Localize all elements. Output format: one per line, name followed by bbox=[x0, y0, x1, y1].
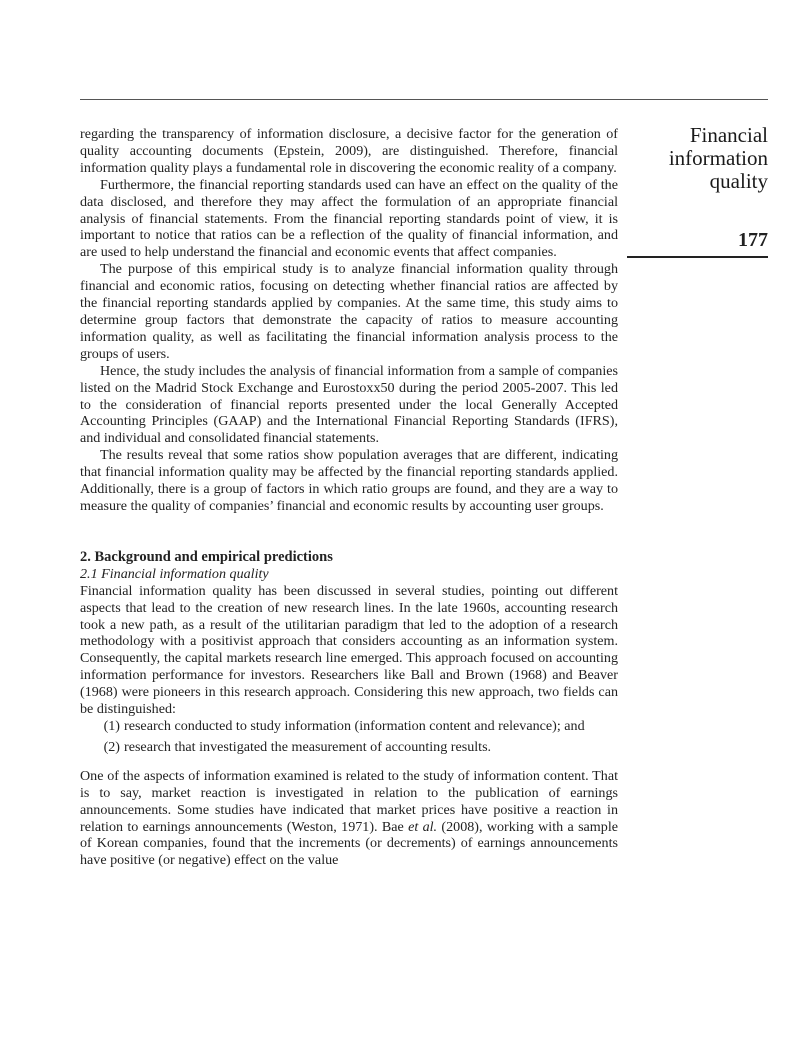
paragraph-text: (2008), working with a sample of Korean companies, found that the increments (or decrements) of earnings announcements have positive (or negative) effect on the value bbox=[80, 818, 618, 869]
page-number-rule bbox=[627, 256, 768, 258]
running-title-line: Financial bbox=[689, 123, 768, 147]
numbered-list bbox=[80, 718, 618, 756]
page-number: 177 bbox=[738, 229, 768, 251]
list-item bbox=[103, 718, 618, 735]
running-title-line: information bbox=[668, 146, 768, 170]
paragraph: regarding the transparency of information disclosure, a decisive factor for the generation of quality accounting documents (Epstein, 2009), are distinguished. Therefore, financial information quality plays a fundamental role in discovering the economic reality of a company. bbox=[80, 126, 618, 176]
paragraph: The purpose of this empirical study is to analyze financial information quality through financial and economic ratios, focusing on detecting whether financial ratios are affected by the financial reporting standards applied by companies. At the same time, this study aims to determine group factors that demonstrate the capacity of ratios to measure accounting information quality, as well as facilitating the financial information analysis process to the groups of users. bbox=[80, 261, 618, 362]
running-title-line: quality bbox=[709, 169, 768, 193]
paragraph: Financial information quality has been discussed in several studies, pointing out different aspects that lead to the creation of new research lines. In the late 1960s, accounting research took a new path, as a result of the utilitarian paradigm that led to the adoption of a research methodology with a positivist approach that considers accounting as an information system. Consequently, the capital markets research line emerged. This approach focused on accounting information performance for investors. Researchers like Ball and Brown (1968) and Beaver (1968) were pioneers in this research approach. Considering this new approach, two fields can be distinguished: bbox=[80, 582, 618, 718]
subsection-heading: 2.1 Financial information quality bbox=[80, 565, 269, 582]
paragraph: Hence, the study includes the analysis of financial information from a sample of companies listed on the Madrid Stock Exchange and Eurostoxx50 during the period 2005-2007. This led to the consideration of financial reports presented under the local Generally Accepted Accounting Principles (GAAP) and the International Financial Reporting Standards (IFRS), and individual and consolidated financial statements. bbox=[80, 362, 618, 447]
list-item-text: research that investigated the measurement of accounting results. bbox=[124, 738, 492, 755]
list-item bbox=[103, 738, 618, 756]
list-item-number: (2) bbox=[103, 738, 120, 755]
running-title bbox=[628, 124, 768, 193]
header-rule bbox=[80, 99, 768, 100]
section-gap bbox=[80, 515, 618, 549]
paragraph: The results reveal that some ratios show population averages that are different, indicating that financial information quality may be affected by the financial reporting standards applied. Additionally, there is a group of factors in which ratio groups are found, and they are a way to measure the quality of companies’ financial and economic results by accounting user groups. bbox=[80, 447, 618, 514]
paragraph: Furthermore, the financial reporting standards used can have an effect on the quality of the data disclosed, and therefore they may affect the formulation of an appropriate financial analysis of financial statements. From the financial reporting standards point of view, it is important to notice that ratios can be a reflection of the quality of financial information, and are used to help understand the financial and economic events that affect companies. bbox=[80, 176, 618, 261]
list-item-number: (1) bbox=[103, 718, 120, 734]
paragraph-text: One of the aspects of information examined is related to the study of information content. That is to say, market reaction is investigated in relation to the publication of earnings announcements. Some studies have indicated that market prices have positive a reaction in relation to earnings announcements (Weston, 1971). Bae bbox=[80, 767, 618, 835]
main-text-column bbox=[80, 126, 618, 869]
list-item-text: research conducted to study information (information content and relevance); and bbox=[124, 718, 585, 734]
section-heading: 2. Background and empirical predictions bbox=[80, 548, 333, 565]
citation-italic: et al. bbox=[408, 818, 438, 835]
paragraph bbox=[80, 768, 618, 869]
